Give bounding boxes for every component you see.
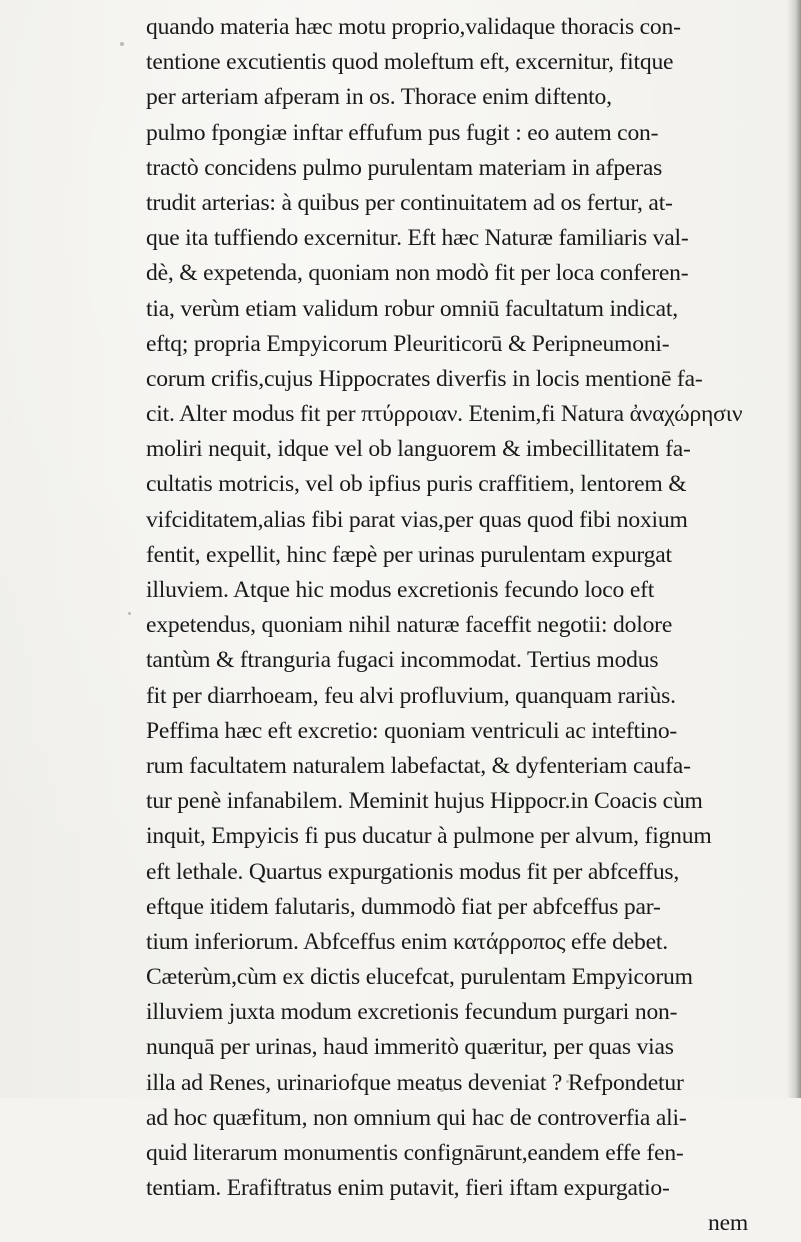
text-line: Cæterùm,cùm ex dictis elucefcat, purulentam Empyicorum bbox=[146, 964, 693, 991]
text-line: tentione excutientis quod moleftum eft, excernitur, fitque bbox=[146, 49, 674, 76]
catchword: nem bbox=[707, 1210, 748, 1237]
text-line: tium inferiorum. Abfceffus enim κατάρροπος effe debet. bbox=[146, 928, 668, 955]
text-line: eftq; propria Empyicorum Pleuriticorū & Peripneumoni- bbox=[146, 330, 670, 357]
text-line: nunquā per urinas, haud immeritò quæritur, per quas vias bbox=[146, 1034, 674, 1061]
text-line: ad hoc quæfitum, non omnium qui hac de controverfia ali- bbox=[146, 1104, 687, 1131]
text-line: inquit, Empyicis fi pus ducatur à pulmone per alvum, fignum bbox=[146, 823, 712, 850]
body-text bbox=[146, 10, 782, 1242]
text-line: dè, & expetenda, quoniam non modò fit per loca conferen- bbox=[146, 260, 689, 287]
ink-speck bbox=[120, 42, 124, 46]
text-line: Peffima hæc eft excretio: quoniam ventriculi ac inteftino- bbox=[146, 717, 678, 744]
text-line: rum facultatem naturalem labefactat, & dyfenteriam caufa- bbox=[146, 752, 691, 779]
text-line: cit. Alter modus fit per πτύρροιαν. Etenim,fi Natura ἀναχώρησιν bbox=[146, 401, 743, 428]
page-edge-shadow bbox=[787, 0, 801, 1098]
text-line: moliri nequit, idque vel ob languorem & imbecillitatem fa- bbox=[146, 436, 691, 463]
ink-speck bbox=[128, 612, 131, 615]
text-line: tractò concidens pulmo purulentam materiam in afperas bbox=[146, 154, 663, 181]
text-line: vifciditatem,alias fibi parat vias,per quas quod fibi noxium bbox=[146, 506, 688, 533]
text-line: illa ad Renes, urinariofque meatus deveniat ? Refpondetur bbox=[146, 1069, 684, 1096]
text-line: illuviem juxta modum excretionis fecundum purgari non- bbox=[146, 999, 678, 1026]
text-line: quid literarum monumentis confignārunt,eandem effe fen- bbox=[146, 1140, 684, 1166]
text-line: eft lethale. Quartus expurgationis modus fit per abfceffus, bbox=[146, 858, 680, 885]
text-line: cultatis motricis, vel ob ipfius puris craffitiem, lentorem & bbox=[146, 471, 687, 498]
text-line: quando materia hæc motu proprio,validaque thoracis con- bbox=[146, 14, 681, 40]
text-line: pulmo fpongiæ inftar effufum pus fugit : eo autem con- bbox=[146, 119, 659, 146]
text-line: tur penè infanabilem. Meminit hujus Hippocr.in Coacis cùm bbox=[146, 788, 703, 815]
text-line: corum crifis,cujus Hippocrates diverfis in locis mentionē fa- bbox=[146, 365, 703, 392]
text-line: fit per diarrhoeam, feu alvi profluvium, quanquam rariùs. bbox=[146, 682, 676, 709]
text-line: eftque itidem falutaris, dummodò fiat per abfceffus par- bbox=[146, 893, 661, 920]
text-line: trudit arterias: à quibus per continuitatem ad os fertur, at- bbox=[146, 189, 673, 216]
text-line: que ita tuffiendo excernitur. Eft hæc Naturæ familiaris val- bbox=[146, 225, 689, 252]
text-line: expetendus, quoniam nihil naturæ faceffit negotii: dolore bbox=[146, 612, 673, 639]
text-line: per arteriam afperam in os. Thorace enim diftento, bbox=[146, 84, 612, 111]
text-line: fentit, expellit, hinc fæpè per urinas purulentam expurgat bbox=[146, 541, 672, 568]
text-line: tentiam. Erafiftratus enim putavit, fieri iftam expurgatio- bbox=[146, 1175, 670, 1202]
text-line: tantùm & ftranguria fugaci incommodat. Tertius modus bbox=[146, 647, 659, 674]
text-line: tia, verùm etiam validum robur omniū facultatum indicat, bbox=[146, 295, 678, 322]
text-line: illuviem. Atque hic modus excretionis fecundo loco eft bbox=[146, 577, 655, 603]
